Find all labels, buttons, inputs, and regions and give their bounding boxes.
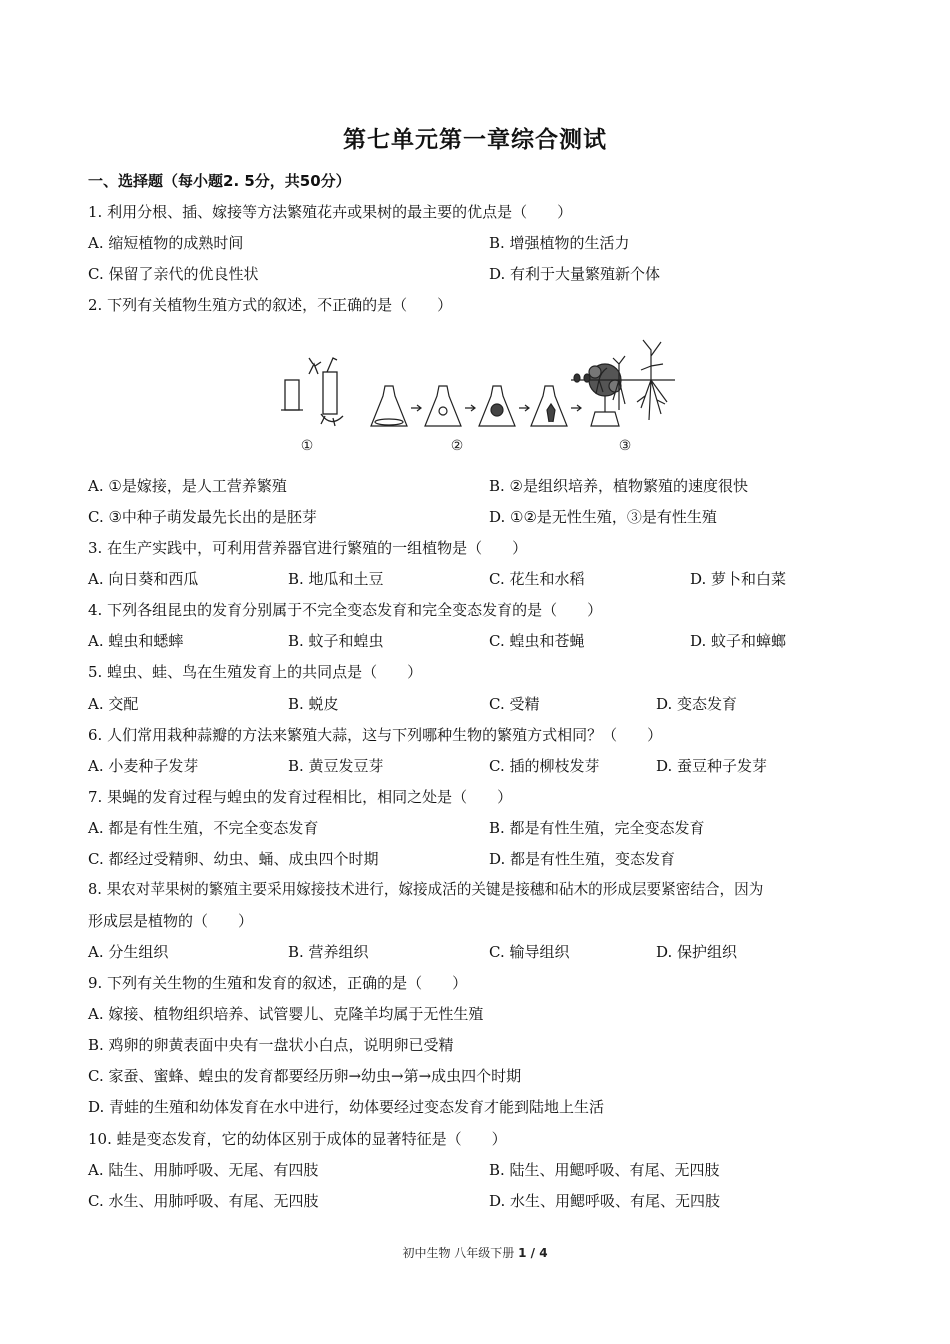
question-9-option-c: C. 家蚕、蜜蜂、蝗虫的发育都要经历卵→幼虫→第→成虫四个时期 [88, 1067, 522, 1085]
question-9-stem: 9. 下列有关生物的生殖和发育的叙述，正确的是（ ） [88, 974, 468, 992]
section-heading: 一、选择题（每小题2. 5分，共50分） [88, 172, 351, 190]
question-8-option-a: A. 分生组织 [88, 943, 169, 961]
question-2-option-d: D. ①②是无性生殖，③是有性生殖 [489, 508, 717, 526]
figure-label-1: ① [300, 438, 314, 454]
question-5-option-d: D. 变态发育 [656, 695, 738, 713]
question-6-stem: 6. 人们常用栽种蒜瓣的方法来繁殖大蒜，这与下列哪种生物的繁殖方式相同？（ ） [88, 726, 663, 744]
question-5-option-c: C. 受精 [489, 695, 540, 713]
question-10-option-b: B. 陆生、用鳃呼吸、有尾、无四肢 [489, 1161, 720, 1179]
question-2-option-a: A. ①是嫁接，是人工营养繁殖 [88, 477, 287, 495]
plant-reproduction-figure [275, 336, 685, 456]
question-5-option-b: B. 蜕皮 [288, 695, 339, 713]
question-10-option-d: D. 水生、用鳃呼吸、有尾、无四肢 [489, 1192, 721, 1210]
question-3-option-a: A. 向日葵和西瓜 [88, 570, 199, 588]
footer-text: 初中生物 八年级下册 [402, 1246, 515, 1260]
question-6-option-b: B. 黄豆发豆芽 [288, 757, 384, 775]
question-9-option-b: B. 鸡卵的卵黄表面中央有一盘状小白点，说明卵已受精 [88, 1036, 454, 1054]
question-5-stem: 5. 蝗虫、蛙、鸟在生殖发育上的共同点是（ ） [88, 663, 423, 681]
question-3-stem: 3. 在生产实践中，可利用营养器官进行繁殖的一组植物是（ ） [88, 539, 528, 557]
question-4-option-c: C. 蝗虫和苍蝇 [489, 632, 585, 650]
page-title: 第七单元第一章综合测试 [343, 127, 607, 153]
seed-germination-illustration [571, 340, 675, 420]
question-10-option-c: C. 水生、用肺呼吸、有尾、无四肢 [88, 1192, 319, 1210]
question-1-stem: 1. 利用分根、插、嫁接等方法繁殖花卉或果树的最主要的优点是（ ） [88, 203, 573, 221]
question-1-option-a: A. 缩短植物的成熟时间 [88, 234, 244, 252]
question-4-option-d: D. 蚊子和蟑螂 [690, 632, 787, 650]
question-1-option-c: C. 保留了亲代的优良性状 [88, 265, 259, 283]
question-7-stem: 7. 果蝇的发育过程与蝗虫的发育过程相比，相同之处是（ ） [88, 788, 513, 806]
question-2-option-b: B. ②是组织培养，植物繁殖的速度很快 [489, 477, 749, 495]
question-7-option-b: B. 都是有性生殖，完全变态发育 [489, 819, 705, 837]
question-6-option-d: D. 蚕豆种子发芽 [656, 757, 768, 775]
question-7-option-a: A. 都是有性生殖，不完全变态发育 [88, 819, 319, 837]
question-9-option-a: A. 嫁接、植物组织培养、试管婴儿、克隆羊均属于无性生殖 [88, 1005, 484, 1023]
page-number: 1 / 4 [518, 1246, 548, 1260]
figure-label-3: ③ [618, 438, 632, 454]
question-7-option-c: C. 都经过受精卵、幼虫、蛹、成虫四个时期 [88, 850, 379, 868]
question-7-option-d: D. 都是有性生殖，变态发育 [489, 850, 676, 868]
question-1-option-b: B. 增强植物的生活力 [489, 234, 630, 252]
question-6-option-c: C. 插的柳枝发芽 [489, 757, 600, 775]
question-8-option-c: C. 输导组织 [489, 943, 570, 961]
grafting-illustration [281, 358, 343, 426]
question-2-stem: 2. 下列有关植物生殖方式的叙述，不正确的是（ ） [88, 296, 453, 314]
question-4-option-b: B. 蚊子和蝗虫 [288, 632, 384, 650]
question-3-option-b: B. 地瓜和土豆 [288, 570, 384, 588]
question-10-option-a: A. 陆生、用肺呼吸、无尾、有四肢 [88, 1161, 319, 1179]
question-4-option-a: A. 蝗虫和蟋蟀 [88, 632, 184, 650]
question-8-option-d: D. 保护组织 [656, 943, 738, 961]
question-1-option-d: D. 有利于大量繁殖新个体 [489, 265, 661, 283]
page-footer [0, 1244, 950, 1261]
question-3-option-c: C. 花生和水稻 [489, 570, 585, 588]
question-5-option-a: A. 交配 [88, 695, 139, 713]
question-3-option-d: D. 萝卜和白菜 [690, 570, 787, 588]
question-4-stem: 4. 下列各组昆虫的发育分别属于不完全变态发育和完全变态发育的是（ ） [88, 601, 603, 619]
question-8-option-b: B. 营养组织 [288, 943, 369, 961]
figure-label-2: ② [450, 438, 464, 454]
question-9-option-d: D. 青蛙的生殖和幼体发育在水中进行，幼体要经过变态发育才能到陆地上生活 [88, 1098, 605, 1116]
question-8-stem-line-1: 8. 果农对苹果树的繁殖主要采用嫁接技术进行，嫁接成活的关键是接穗和砧木的形成层要紧密结合，因为 [88, 881, 764, 898]
tissue-culture-illustration [371, 364, 621, 426]
question-10-stem: 10. 蛙是变态发育，它的幼体区别于成体的显著特征是（ ） [88, 1130, 507, 1148]
question-8-stem-line-2: 形成层是植物的（ ） [88, 912, 254, 930]
question-6-option-a: A. 小麦种子发芽 [88, 757, 199, 775]
question-2-option-c: C. ③中种子萌发最先长出的是胚芽 [88, 508, 317, 526]
